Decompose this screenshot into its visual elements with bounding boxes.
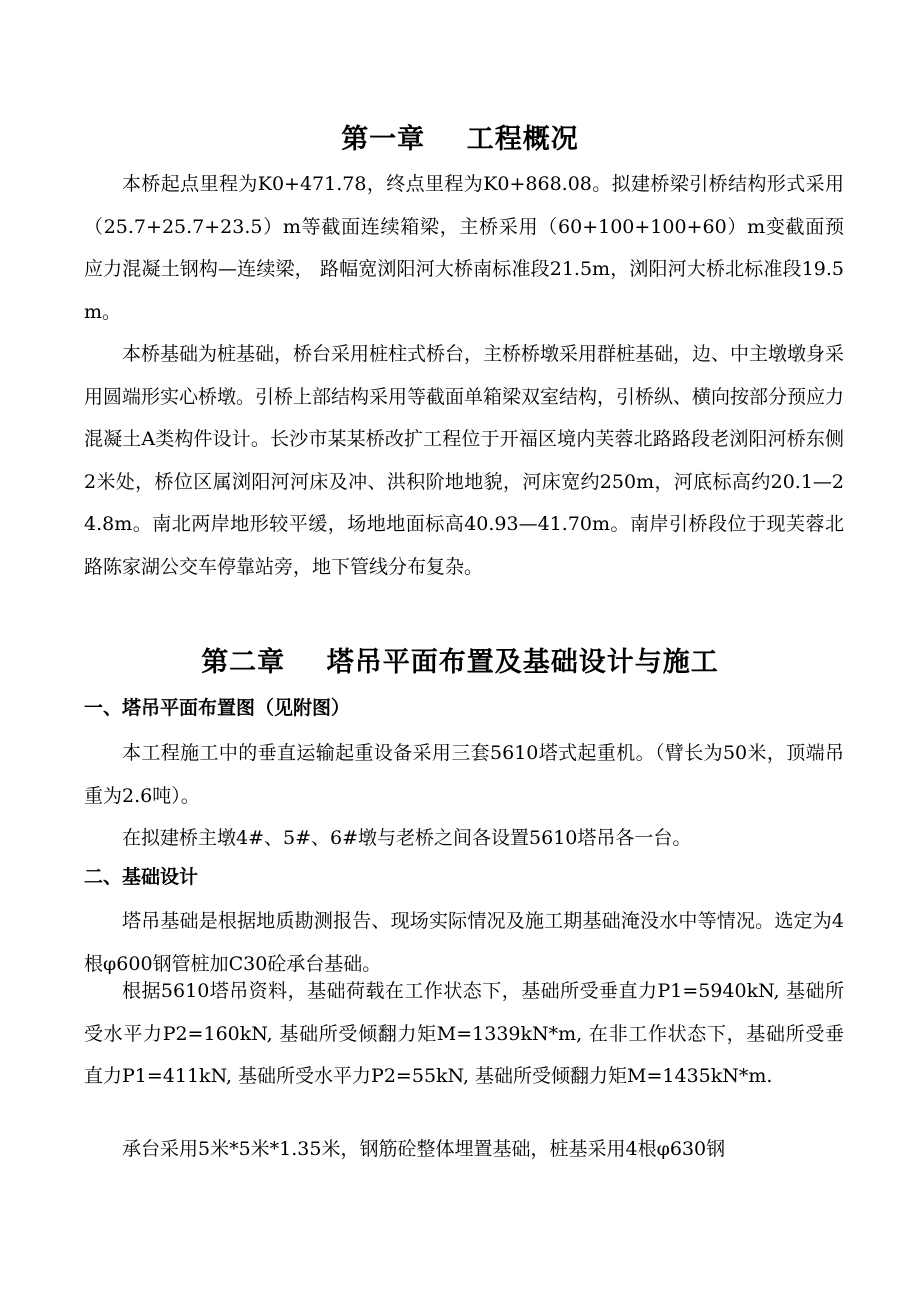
section-1-heading: 一、塔吊平面布置图（见附图） (84, 697, 351, 719)
section-2-paragraph-1: 塔吊基础是根据地质勘测报告、现场实际情况及施工期基础淹没水中等情况。选定为4根φ600钢管桩加C30砼承台基础。 (84, 910, 844, 975)
chapter-2-title: 第二章 塔吊平面布置及基础设计与施工 (201, 647, 719, 678)
chapter-1-paragraph-2: 本桥基础为桩基础，桥台采用桩柱式桥台，主桥桥墩采用群桩基础，边、中主墩墩身采用圆端形实心桥墩。引桥上部结构采用等截面单箱梁双室结构，引桥纵、横向按部分预应力混凝土A类构件设计。长沙市某某桥改扩工程位于开福区境内芙蓉北路路段老浏阳河桥东侧2米处，桥位区属浏阳河河床及冲、洪积阶地地貌，河床宽约250m，河底标高约20.1—24.8m。南北两岸地形较平缓，场地地面标高40.93—41.70m。南岸引桥段位于现芙蓉北路陈家湖公交车停靠站旁，地下管线分布复杂。 (84, 343, 845, 578)
chapter-1-title: 第一章 工程概况 (341, 124, 579, 155)
chapter-1-paragraph-1: 本桥起点里程为K0+471.78，终点里程为K0+868.08。拟建桥梁引桥结构形式采用（25.7+25.7+23.5）m等截面连续箱梁，主桥采用（60+100+100+60）m变截面预应力混凝土钢构—连续梁， 路幅宽浏阳河大桥南标准段21.5m，浏阳河大桥北标准段19.5m。 (84, 173, 844, 323)
section-2-heading: 二、基础设计 (84, 866, 199, 888)
section-1-paragraph-1: 本工程施工中的垂直运输起重设备采用三套5610塔式起重机。（臂长为50米，顶端吊重为2.6吨）。 (84, 742, 844, 807)
section-2-paragraph-3: 承台采用5米*5米*1.35米，钢筋砼整体埋置基础，桩基采用4根φ630钢 (122, 1138, 726, 1160)
section-2-paragraph-2: 根据5610塔吊资料，基础荷载在工作状态下，基础所受垂直力P1=5940kN, 基础所受水平力P2=160kN, 基础所受倾翻力矩M=1339kN*m, 在非工作状态下，基础所受垂直力P1=411kN, 基础所受水平力P2=55kN, 基础所受倾翻力矩M=1435kN*m. (84, 980, 844, 1087)
section-1-paragraph-2: 在拟建桥主墩4#、5#、6#墩与老桥之间各设置5610塔吊各一台。 (122, 827, 692, 849)
